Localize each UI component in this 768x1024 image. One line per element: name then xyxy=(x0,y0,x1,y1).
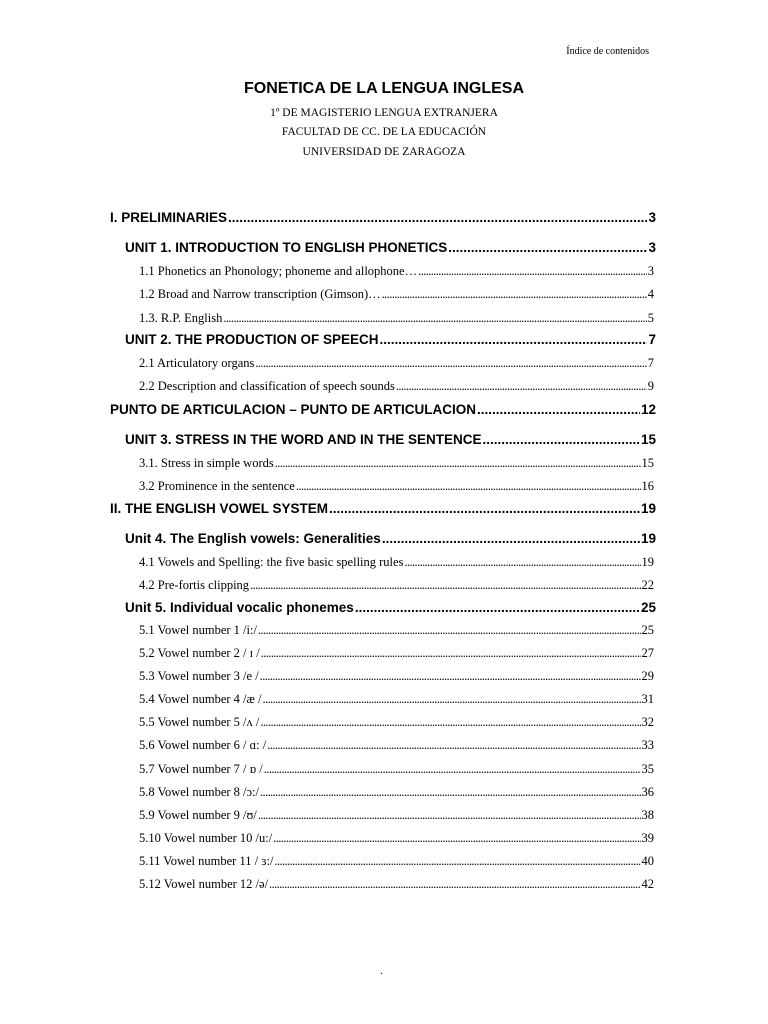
toc-entry[interactable] xyxy=(139,555,654,570)
toc-entry[interactable] xyxy=(125,240,656,255)
toc-dot-leader xyxy=(260,715,640,730)
toc-entry-page: 3 xyxy=(647,264,654,278)
toc-entry[interactable] xyxy=(139,287,654,302)
toc-entry-title: 5.10 Vowel number 10 /u:/ xyxy=(139,831,273,845)
toc-entry[interactable] xyxy=(139,264,654,279)
toc-entry-page: 3 xyxy=(648,210,656,225)
toc-dot-leader xyxy=(273,831,640,846)
toc-entry-title: 1.2 Broad and Narrow transcription (Gimson)… xyxy=(139,287,381,301)
toc-entry[interactable] xyxy=(139,877,654,892)
toc-entry-title: 5.7 Vowel number 7 / ɒ / xyxy=(139,762,263,776)
toc-entry[interactable] xyxy=(110,210,656,225)
toc-entry[interactable] xyxy=(125,332,656,347)
toc-dot-leader xyxy=(258,808,641,823)
toc-dot-leader xyxy=(329,501,640,516)
toc-entry-title: UNIT 2. THE PRODUCTION OF SPEECH xyxy=(125,332,379,347)
toc-entry-title: 5.9 Vowel number 9 /ʊ/ xyxy=(139,808,257,822)
document-title: FONETICA DE LA LENGUA INGLESA xyxy=(244,80,524,97)
toc-entry-title: I. PRELIMINARIES xyxy=(110,210,228,225)
toc-dot-leader xyxy=(274,854,640,869)
toc-entry-page: 19 xyxy=(640,501,656,516)
toc-entry-title: 1.1 Phonetics an Phonology; phoneme and allophone… xyxy=(139,264,418,278)
toc-dot-leader xyxy=(228,210,647,225)
toc-entry-title: 5.11 Vowel number 11 / ɜ:/ xyxy=(139,854,274,868)
toc-entry-page: 39 xyxy=(641,831,654,845)
toc-entry[interactable] xyxy=(110,402,656,417)
toc-entry-title: 5.4 Vowel number 4 /æ / xyxy=(139,692,262,706)
toc-entry-title: 5.1 Vowel number 1 /i:/ xyxy=(139,623,257,637)
toc-entry-title: PUNTO DE ARTICULACION – PUNTO DE ARTICULACION xyxy=(110,402,477,417)
toc-dot-leader xyxy=(404,555,640,570)
toc-dot-leader xyxy=(418,264,647,279)
toc-dot-leader xyxy=(382,531,640,546)
toc-dot-leader xyxy=(477,402,640,417)
toc-dot-leader xyxy=(267,738,640,753)
toc-entry-page: 25 xyxy=(641,623,654,637)
toc-dot-leader xyxy=(261,646,641,661)
toc-entry-title: 5.3 Vowel number 3 /e / xyxy=(139,669,259,683)
toc-entry-page: 9 xyxy=(647,379,654,393)
toc-entry-page: 27 xyxy=(641,646,654,660)
toc-dot-leader xyxy=(275,456,641,471)
toc-entry-page: 3 xyxy=(648,240,656,255)
toc-dot-leader xyxy=(483,432,640,447)
toc-dot-leader xyxy=(264,762,641,777)
toc-entry-title: 3.2 Prominence in the sentence xyxy=(139,479,295,493)
toc-entry[interactable] xyxy=(139,311,654,326)
toc-dot-leader xyxy=(355,600,640,615)
toc-entry-page: 33 xyxy=(641,738,654,752)
subtitle-course: 1º DE MAGISTERIO LENGUA EXTRANJERA xyxy=(270,107,498,119)
toc-entry-page: 7 xyxy=(648,332,656,347)
toc-entry[interactable] xyxy=(139,356,654,371)
toc-entry-title: 5.2 Vowel number 2 / ɪ / xyxy=(139,646,260,660)
toc-entry[interactable] xyxy=(139,623,654,638)
toc-entry[interactable] xyxy=(139,578,654,593)
toc-entry-page: 19 xyxy=(641,555,654,569)
toc-entry[interactable] xyxy=(139,669,654,684)
toc-entry-page: 19 xyxy=(640,531,656,546)
toc-entry[interactable] xyxy=(139,854,654,869)
toc-entry[interactable] xyxy=(125,531,656,546)
toc-entry-title: 1.3. R.P. English xyxy=(139,311,223,325)
toc-entry-title: II. THE ENGLISH VOWEL SYSTEM xyxy=(110,501,329,516)
toc-entry[interactable] xyxy=(139,379,654,394)
toc-entry-title: Unit 5. Individual vocalic phonemes xyxy=(125,600,354,615)
toc-dot-leader xyxy=(448,240,647,255)
toc-entry[interactable] xyxy=(139,715,654,730)
toc-entry-title: 5.6 Vowel number 6 / ɑ: / xyxy=(139,738,267,752)
toc-entry[interactable] xyxy=(139,479,654,494)
toc-entry[interactable] xyxy=(139,785,654,800)
toc-entry-page: 12 xyxy=(640,402,656,417)
toc-entry-page: 38 xyxy=(641,808,654,822)
toc-dot-leader xyxy=(250,578,640,593)
toc-entry-title: 4.1 Vowels and Spelling: the five basic spelling rules xyxy=(139,555,404,569)
toc-entry-title: UNIT 3. STRESS IN THE WORD AND IN THE SENTENCE xyxy=(125,432,482,447)
toc-entry-title: 5.12 Vowel number 12 /ə/ xyxy=(139,877,269,891)
toc-entry-title: UNIT 1. INTRODUCTION TO ENGLISH PHONETICS xyxy=(125,240,448,255)
toc-entry[interactable] xyxy=(125,432,656,447)
toc-dot-leader xyxy=(382,287,647,302)
toc-dot-leader xyxy=(296,479,641,494)
toc-entry-page: 15 xyxy=(640,432,656,447)
toc-dot-leader xyxy=(260,785,640,800)
toc-dot-leader xyxy=(255,356,646,371)
toc-entry-page: 22 xyxy=(641,578,654,592)
toc-entry[interactable] xyxy=(110,501,656,516)
subtitle-university: UNIVERSIDAD DE ZARAGOZA xyxy=(302,146,466,158)
toc-entry-page: 29 xyxy=(641,669,654,683)
toc-entry-page: 5 xyxy=(647,311,654,325)
footer-mark: . xyxy=(380,963,383,977)
toc-entry-page: 7 xyxy=(647,356,654,370)
toc-entry[interactable] xyxy=(139,738,654,753)
toc-entry[interactable] xyxy=(125,600,656,615)
toc-dot-leader xyxy=(258,623,641,638)
toc-dot-leader xyxy=(262,692,640,707)
toc-entry-title: Unit 4. The English vowels: Generalities xyxy=(125,531,381,546)
toc-dot-leader xyxy=(223,311,646,326)
toc-entry[interactable] xyxy=(139,456,654,471)
toc-entry-page: 15 xyxy=(641,456,654,470)
toc-dot-leader xyxy=(396,379,647,394)
toc-dot-leader xyxy=(260,669,641,684)
toc-entry-title: 2.1 Articulatory organs xyxy=(139,356,255,370)
running-header: Índice de contenidos xyxy=(566,46,649,57)
toc-entry-page: 25 xyxy=(640,600,656,615)
toc-entry-title: 3.1. Stress in simple words xyxy=(139,456,274,470)
toc-entry-title: 2.2 Description and classification of speech sounds xyxy=(139,379,395,393)
toc-entry-page: 31 xyxy=(641,692,654,706)
toc-entry-title: 5.8 Vowel number 8 /ɔ:/ xyxy=(139,785,260,799)
toc-entry-page: 32 xyxy=(641,715,654,729)
toc-entry[interactable] xyxy=(139,808,654,823)
toc-entry-page: 35 xyxy=(641,762,654,776)
toc-dot-leader xyxy=(380,332,648,347)
toc-entry-title: 4.2 Pre-fortis clipping xyxy=(139,578,250,592)
toc-entry[interactable] xyxy=(139,831,654,846)
toc-entry[interactable] xyxy=(139,646,654,661)
toc-entry-page: 36 xyxy=(641,785,654,799)
toc-entry-title: 5.5 Vowel number 5 /ʌ / xyxy=(139,715,260,729)
toc-entry-page: 40 xyxy=(641,854,654,868)
toc-entry-page: 42 xyxy=(641,877,654,891)
toc-entry[interactable] xyxy=(139,692,654,707)
toc-dot-leader xyxy=(269,877,640,892)
toc-entry-page: 16 xyxy=(641,479,654,493)
toc-entry[interactable] xyxy=(139,762,654,777)
subtitle-faculty: FACULTAD DE CC. DE LA EDUCACIÓN xyxy=(281,126,487,138)
toc-entry-page: 4 xyxy=(647,287,654,301)
